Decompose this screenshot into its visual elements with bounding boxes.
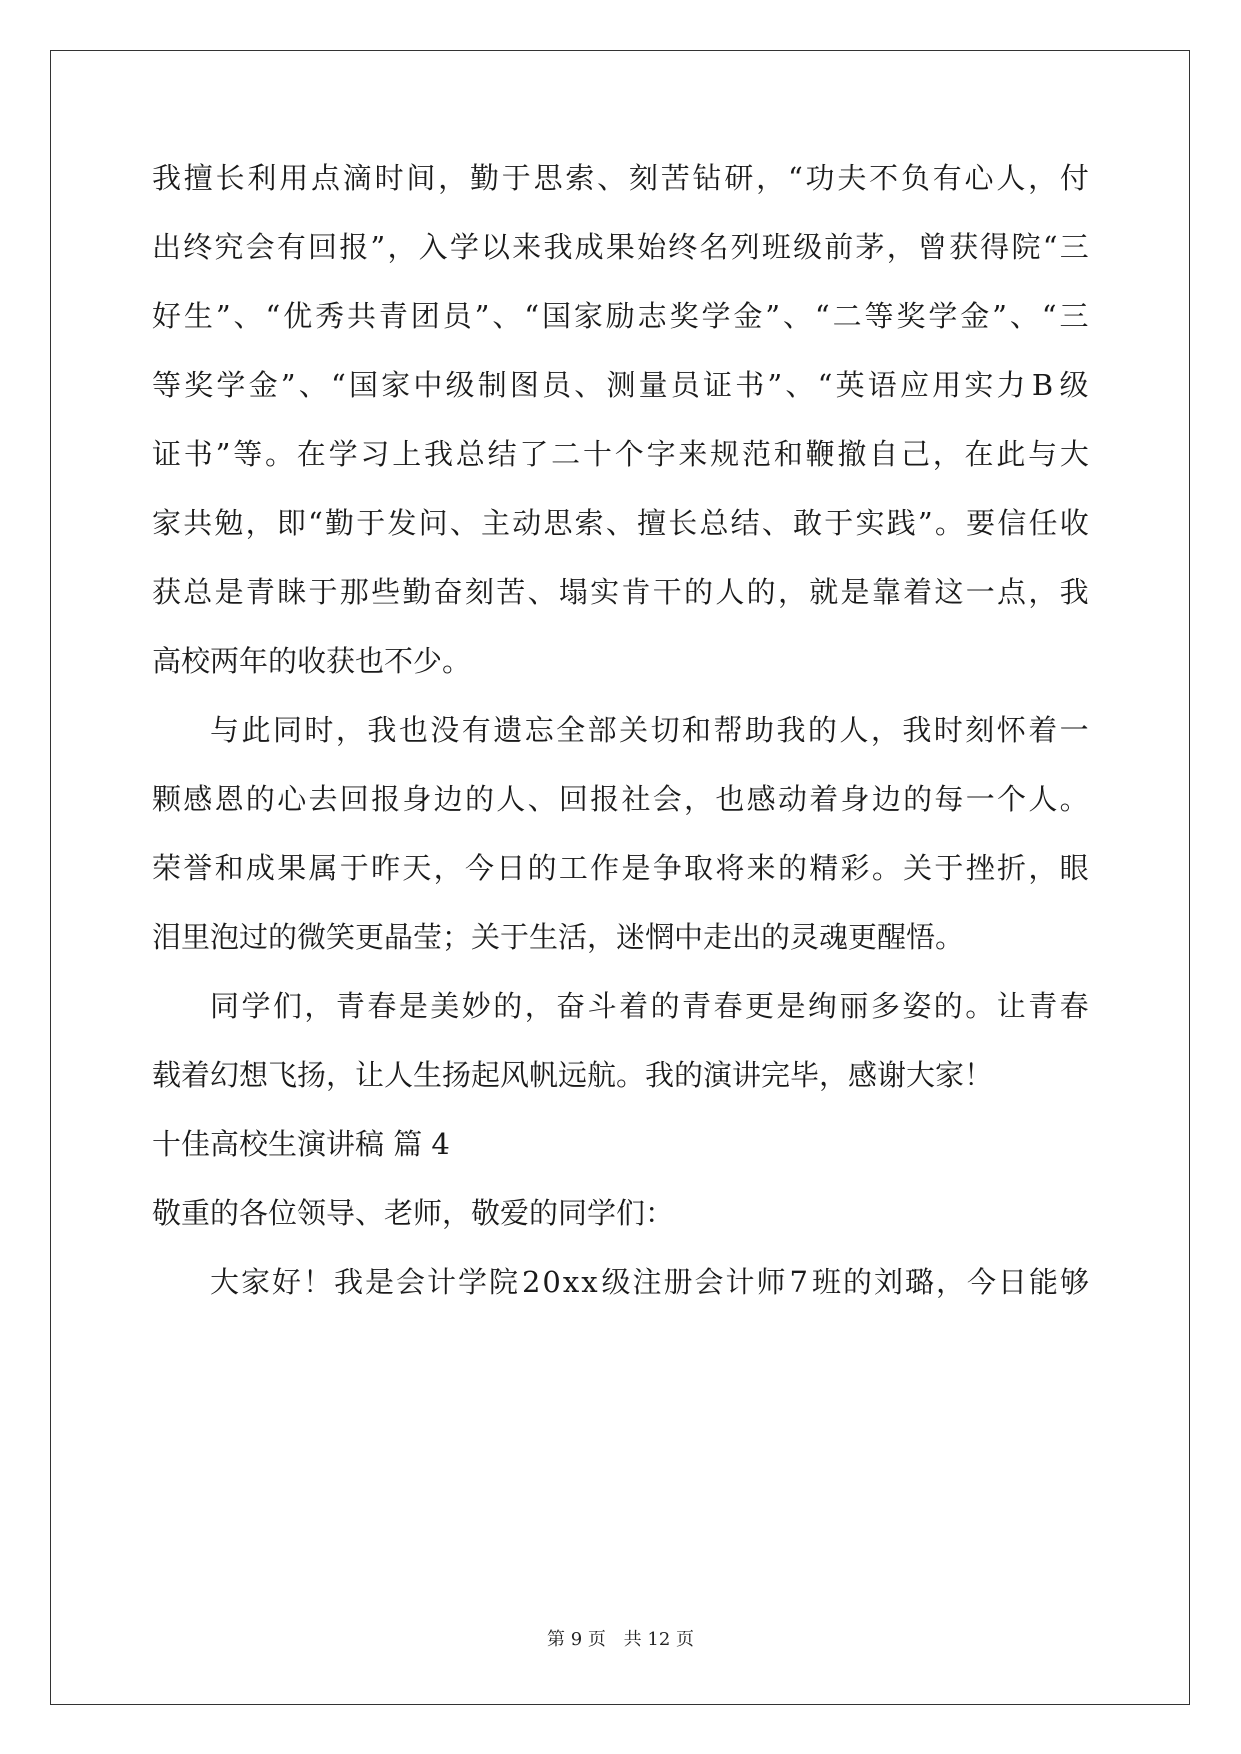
text-line: 我 擅 长 利 用 点 滴 时 间 ， 勤 于 思 索 、 刻 苦 钻 研 ， “ 功 夫 不 负 有 心 人 ， 付 xyxy=(152,161,1089,195)
total-pages: 共 12 页 xyxy=(623,1629,694,1650)
section-heading: 十佳高校生演讲稿 篇 4 xyxy=(152,1127,450,1161)
text-line: 等 奖 学 金 ” 、 “ 国 家 中 级 制 图 员 、 测 量 员 证 书 ” 、 “ 英 语 应 用 实 力 B 级 xyxy=(152,368,1089,402)
text-line: 载着幻想飞扬，让人生扬起风帆远航。我的演讲完毕，感谢大家！ xyxy=(152,1058,994,1092)
page-number: 第 9 页 xyxy=(547,1629,606,1650)
text-line: 大 家 好 ！ 我 是 会 计 学 院 2 0 x x 级 注 册 会 计 师 7 班 的 刘 璐 ， 今 日 能 够 xyxy=(210,1265,1089,1299)
text-line: 好 生 ” 、 “ 优 秀 共 青 团 员 ” 、 “ 国 家 励 志 奖 学 金 ” 、 “ 二 等 奖 学 金 ” 、 “ 三 xyxy=(152,299,1089,333)
text-line: 家 共 勉 ， 即 “ 勤 于 发 问 、 主 动 思 索 、 擅 长 总 结 、 敢 于 实 践 ” 。 要 信 任 收 xyxy=(152,506,1089,540)
text-line: 高校两年的收获也不少。 xyxy=(152,644,472,678)
page-footer xyxy=(0,1625,1241,1651)
text-line: 泪里泡过的微笑更晶莹；关于生活，迷惘中走出的灵魂更醒悟。 xyxy=(152,920,965,954)
text-line: 获 总 是 青 睐 于 那 些 勤 奋 刻 苦 、 塌 实 肯 干 的 人 的 ， 就 是 靠 着 这 一 点 ， 我 xyxy=(152,575,1089,609)
salutation: 敬重的各位领导、老师，敬爱的同学们： xyxy=(152,1196,675,1230)
text-line: 同 学 们 ， 青 春 是 美 妙 的 ， 奋 斗 着 的 青 春 更 是 绚 丽 多 姿 的 。 让 青 春 xyxy=(210,989,1089,1023)
text-line: 荣 誉 和 成 果 属 于 昨 天 ， 今 日 的 工 作 是 争 取 将 来 的 精 彩 。 关 于 挫 折 ， 眼 xyxy=(152,851,1089,885)
text-line: 证 书 ” 等 。 在 学 习 上 我 总 结 了 二 十 个 字 来 规 范 和 鞭 撤 自 己 ， 在 此 与 大 xyxy=(152,437,1089,471)
text-line: 颗 感 恩 的 心 去 回 报 身 边 的 人 、 回 报 社 会 ， 也 感 动 着 身 边 的 每 一 个 人 。 xyxy=(152,782,1089,816)
text-line: 与 此 同 时 ， 我 也 没 有 遗 忘 全 部 关 切 和 帮 助 我 的 人 ， 我 时 刻 怀 着 一 xyxy=(210,713,1089,747)
text-line: 出 终 究 会 有 回 报 ” ， 入 学 以 来 我 成 果 始 终 名 列 班 级 前 茅 ， 曾 获 得 院 “ 三 xyxy=(152,230,1089,264)
